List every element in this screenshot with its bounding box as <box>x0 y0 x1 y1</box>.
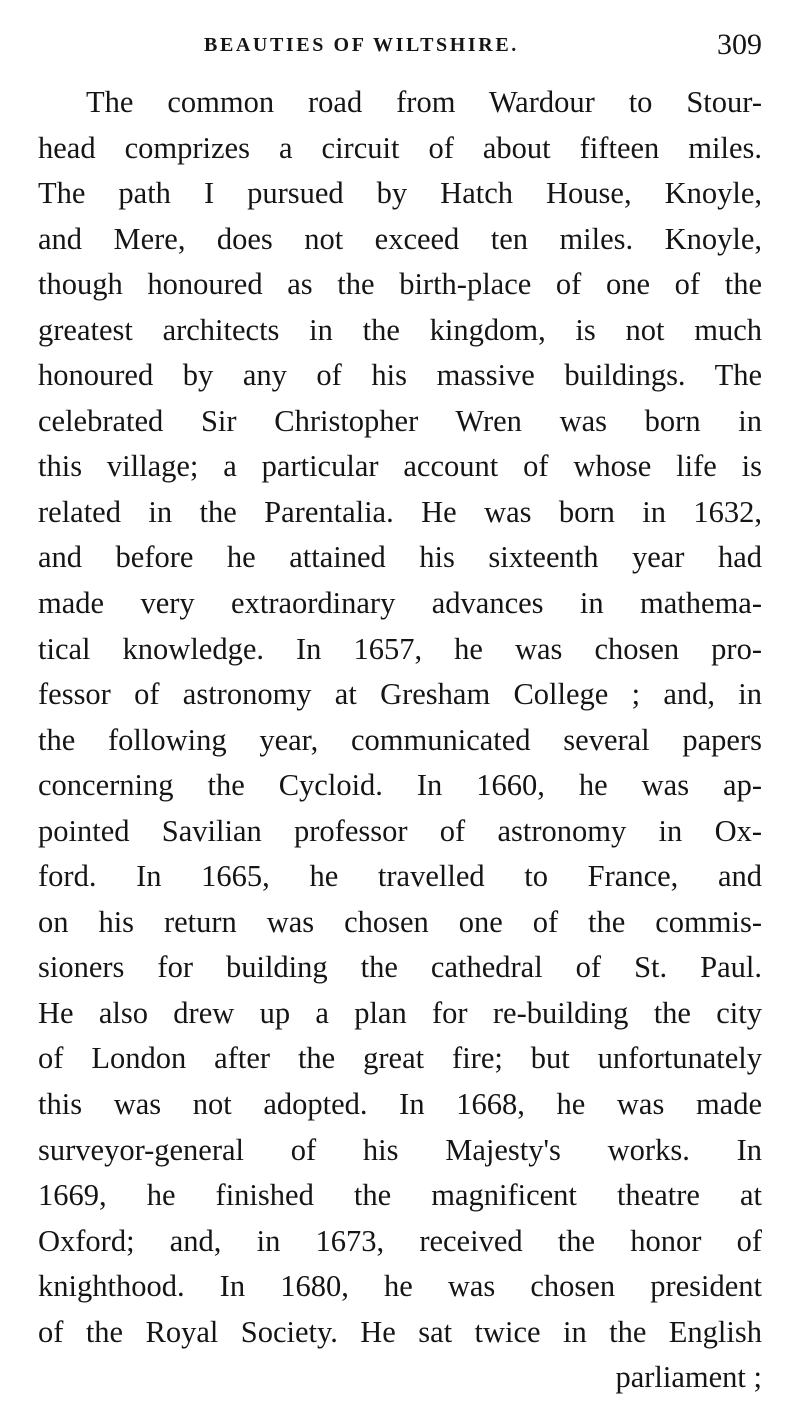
text-line: of the Royal Society. He sat twice in the English <box>38 1314 762 1349</box>
text-line: celebrated Sir Christopher Wren was born in <box>38 403 762 438</box>
text-line: tical knowledge. In 1657, he was chosen pro- <box>38 631 762 666</box>
text-line: greatest architects in the kingdom, is not much <box>38 312 762 347</box>
text-line: The common road from Wardour to Stour- <box>86 85 762 119</box>
text-line: this was not adopted. In 1668, he was made <box>38 1087 762 1122</box>
text-line: and Mere, does not exceed ten miles. Knoyle, <box>38 221 762 256</box>
text-line: Oxford; and, in 1673, received the honor of <box>38 1223 762 1258</box>
text-line: of London after the great fire; but unfortunately <box>38 1041 762 1076</box>
text-line: The path I pursued by Hatch House, Knoyle, <box>38 176 762 211</box>
text-line: honoured by any of his massive buildings. The <box>38 358 762 393</box>
text-line: on his return was chosen one of the commis- <box>38 904 762 939</box>
text-line: surveyor-general of his Majesty's works. In <box>38 1132 762 1167</box>
text-line: 1669, he finished the magnificent theatre at <box>38 1178 762 1213</box>
running-title: BEAUTIES OF WILTSHIRE. <box>204 34 519 56</box>
text-line: though honoured as the birth-place of one of the <box>38 267 762 302</box>
body-text <box>38 80 762 1401</box>
text-line: fessor of astronomy at Gresham College ; and, in <box>38 677 762 712</box>
text-line: knighthood. In 1680, he was chosen president <box>38 1269 762 1304</box>
text-line: pointed Savilian professor of astronomy in Ox- <box>38 813 762 848</box>
text-line: this village; a particular account of whose life is <box>38 449 762 484</box>
page-number: 309 <box>717 28 762 61</box>
text-line: and before he attained his sixteenth year had <box>38 540 762 575</box>
text-line: sioners for building the cathedral of St. Paul. <box>38 950 762 985</box>
text-line: ford. In 1665, he travelled to France, and <box>38 859 762 894</box>
text-line: concerning the Cycloid. In 1660, he was ap- <box>38 768 762 803</box>
text-line: made very extraordinary advances in mathema- <box>38 586 762 621</box>
text-line: related in the Parentalia. He was born in 1632, <box>38 494 762 529</box>
text-line: the following year, communicated several papers <box>38 722 762 757</box>
text-line: head comprizes a circuit of about fifteen miles. <box>38 130 762 165</box>
text-line: He also drew up a plan for re-building the city <box>38 995 762 1030</box>
catchword: parliament ; <box>615 1360 762 1395</box>
running-head <box>0 28 800 68</box>
